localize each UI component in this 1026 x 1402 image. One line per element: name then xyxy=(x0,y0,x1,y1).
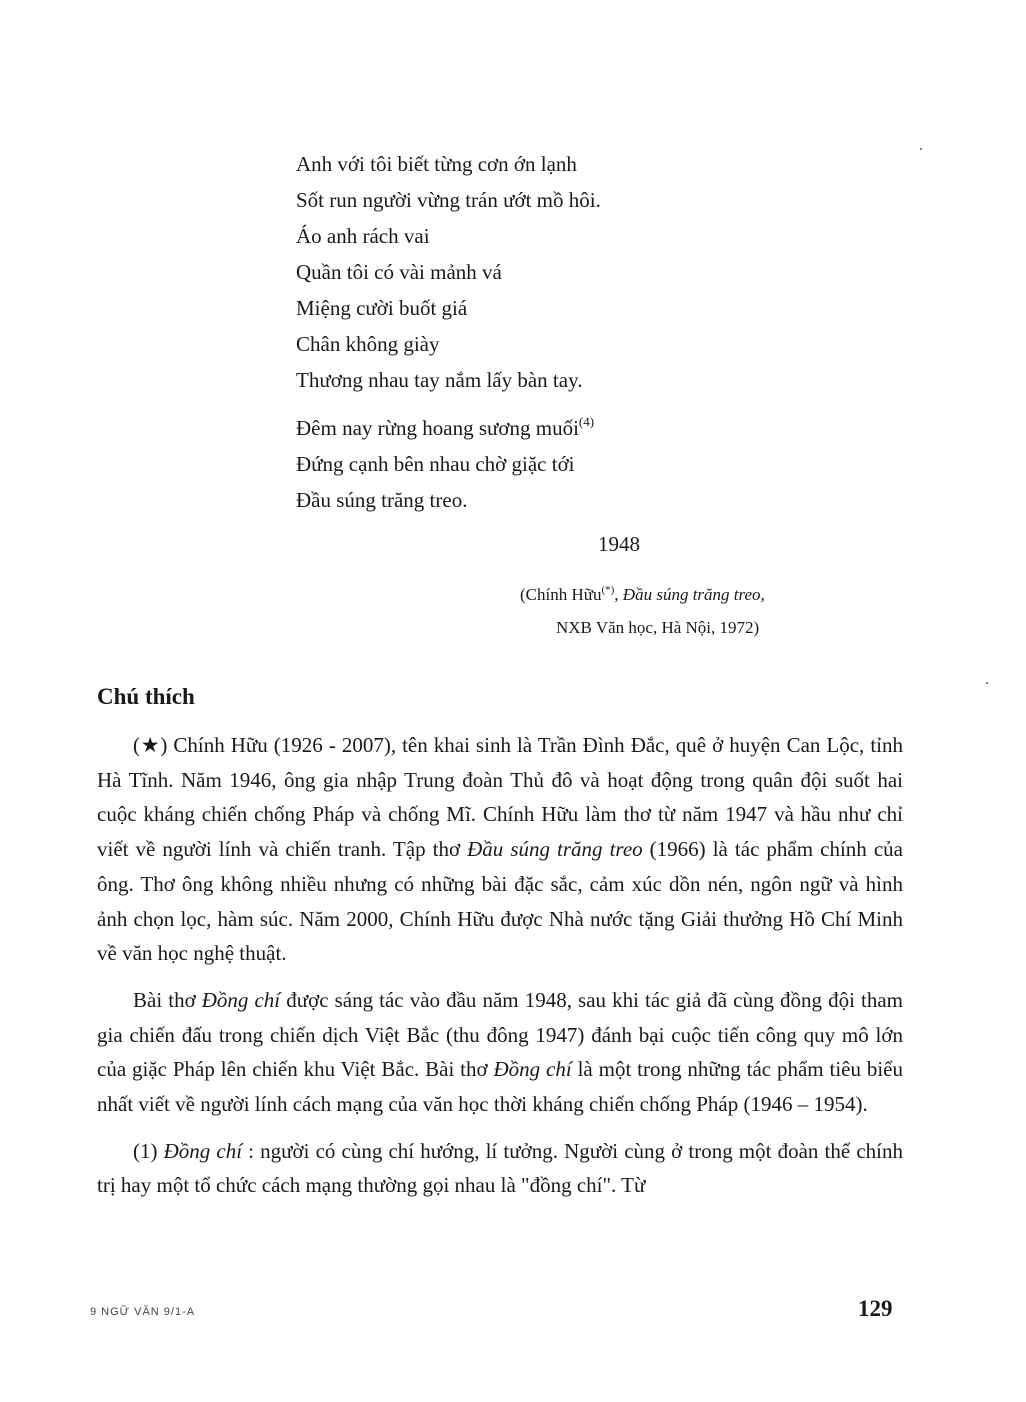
source-author: (Chính Hữu xyxy=(520,585,602,604)
poem-line: Anh với tôi biết từng cơn ớn lạnh xyxy=(296,152,577,176)
note-text: Bài thơ xyxy=(133,987,202,1012)
note-1 xyxy=(97,1134,903,1203)
poem-stanza-1 xyxy=(296,146,856,398)
author-footnote-marker: (*) xyxy=(601,584,615,596)
source-citation xyxy=(520,578,765,644)
poem-line-text: Đêm nay rừng hoang sương muối xyxy=(296,416,579,440)
source-separator: , xyxy=(614,585,623,604)
poem-line: Áo anh rách vai xyxy=(296,224,430,248)
footnote-marker: (4) xyxy=(578,414,595,429)
scan-speck xyxy=(986,682,988,684)
source-line-1 xyxy=(520,578,765,611)
author-marker: (★) xyxy=(133,733,168,757)
note-text: Chính Hữu (1926 - 2007), tên khai sinh là Trần Đình Đắc, quê ở huyện Can Lộc, tỉnh Hà Tĩnh. Năm 1946, ông gia nhập Trung đoàn Thủ đô và hoạt động trong quân đội suốt hai cuộc kháng chiến chống Pháp và chống Mĩ. Chính Hữu làm thơ từ năm 1947 và hầu như chỉ viết về người lính và chiến tranh. Tập thơ xyxy=(97,733,903,862)
poem-stanza-2 xyxy=(296,410,856,518)
poem xyxy=(296,146,856,518)
collection-title: Đầu súng trăng treo xyxy=(467,837,643,862)
notes-body xyxy=(97,728,903,1203)
notes-heading: Chú thích xyxy=(97,684,195,709)
poem-year: 1948 xyxy=(598,532,640,556)
page-number: 129 xyxy=(858,1296,893,1321)
note-number: (1) xyxy=(133,1138,164,1163)
note-text: (1966) là tác phẩm chính của ông. Thơ ông không nhiều nhưng có những bài đặc sắc, cảm xúc dồn nén, ngôn ngữ và hình ảnh chọn lọc, hàm súc. Năm 2000, Chính Hữu được Nhà nước tặng Giải thưởng Hồ Chí Minh về văn học nghệ thuật. xyxy=(97,837,903,966)
note-author xyxy=(97,728,903,971)
note-text: là một trong những tác phẩm tiêu biểu nhất viết về người lính cách mạng của văn học thời kháng chiến chống Pháp (1946 – 1954). xyxy=(97,1057,904,1117)
poem-line xyxy=(296,410,856,446)
source-title: Đầu súng trăng treo, xyxy=(622,585,765,604)
book-code: 9 NGỮ VĂN 9/1-A xyxy=(90,1306,196,1318)
source-line-2: NXB Văn học, Hà Nội, 1972) xyxy=(556,618,760,637)
poem-line: Sốt run người vừng trán ướt mồ hôi. xyxy=(296,188,601,212)
note-text: : người có cùng chí hướng, lí tưởng. Người cùng ở trong một đoàn thể chính trị hay một tổ chức cách mạng thường gọi nhau là "đồng chí". Từ xyxy=(97,1138,903,1198)
poem-line: Thương nhau tay nắm lấy bàn tay. xyxy=(296,368,583,392)
poem-line: Miệng cười buốt giá xyxy=(296,296,468,320)
note-text: được sáng tác vào đầu năm 1948, sau khi tác giả đã cùng đồng đội tham gia chiến đấu trong chiến dịch Việt Bắc (thu đông 1947) đánh bại cuộc tiến công quy mô lớn của giặc Pháp lên chiến khu Việt Bắc. Bài thơ xyxy=(97,987,903,1082)
scan-speck xyxy=(920,148,922,150)
note-poem-context xyxy=(97,983,903,1122)
poem-title: Đồng chí xyxy=(493,1057,572,1082)
poem-line: Quần tôi có vài mảnh vá xyxy=(296,260,502,284)
poem-line: Đứng cạnh bên nhau chờ giặc tới xyxy=(296,452,575,476)
poem-title: Đồng chí xyxy=(201,987,281,1012)
note-term: Đồng chí xyxy=(163,1138,243,1163)
poem-line: Đầu súng trăng treo. xyxy=(296,488,468,512)
poem-line: Chân không giày xyxy=(296,332,440,356)
